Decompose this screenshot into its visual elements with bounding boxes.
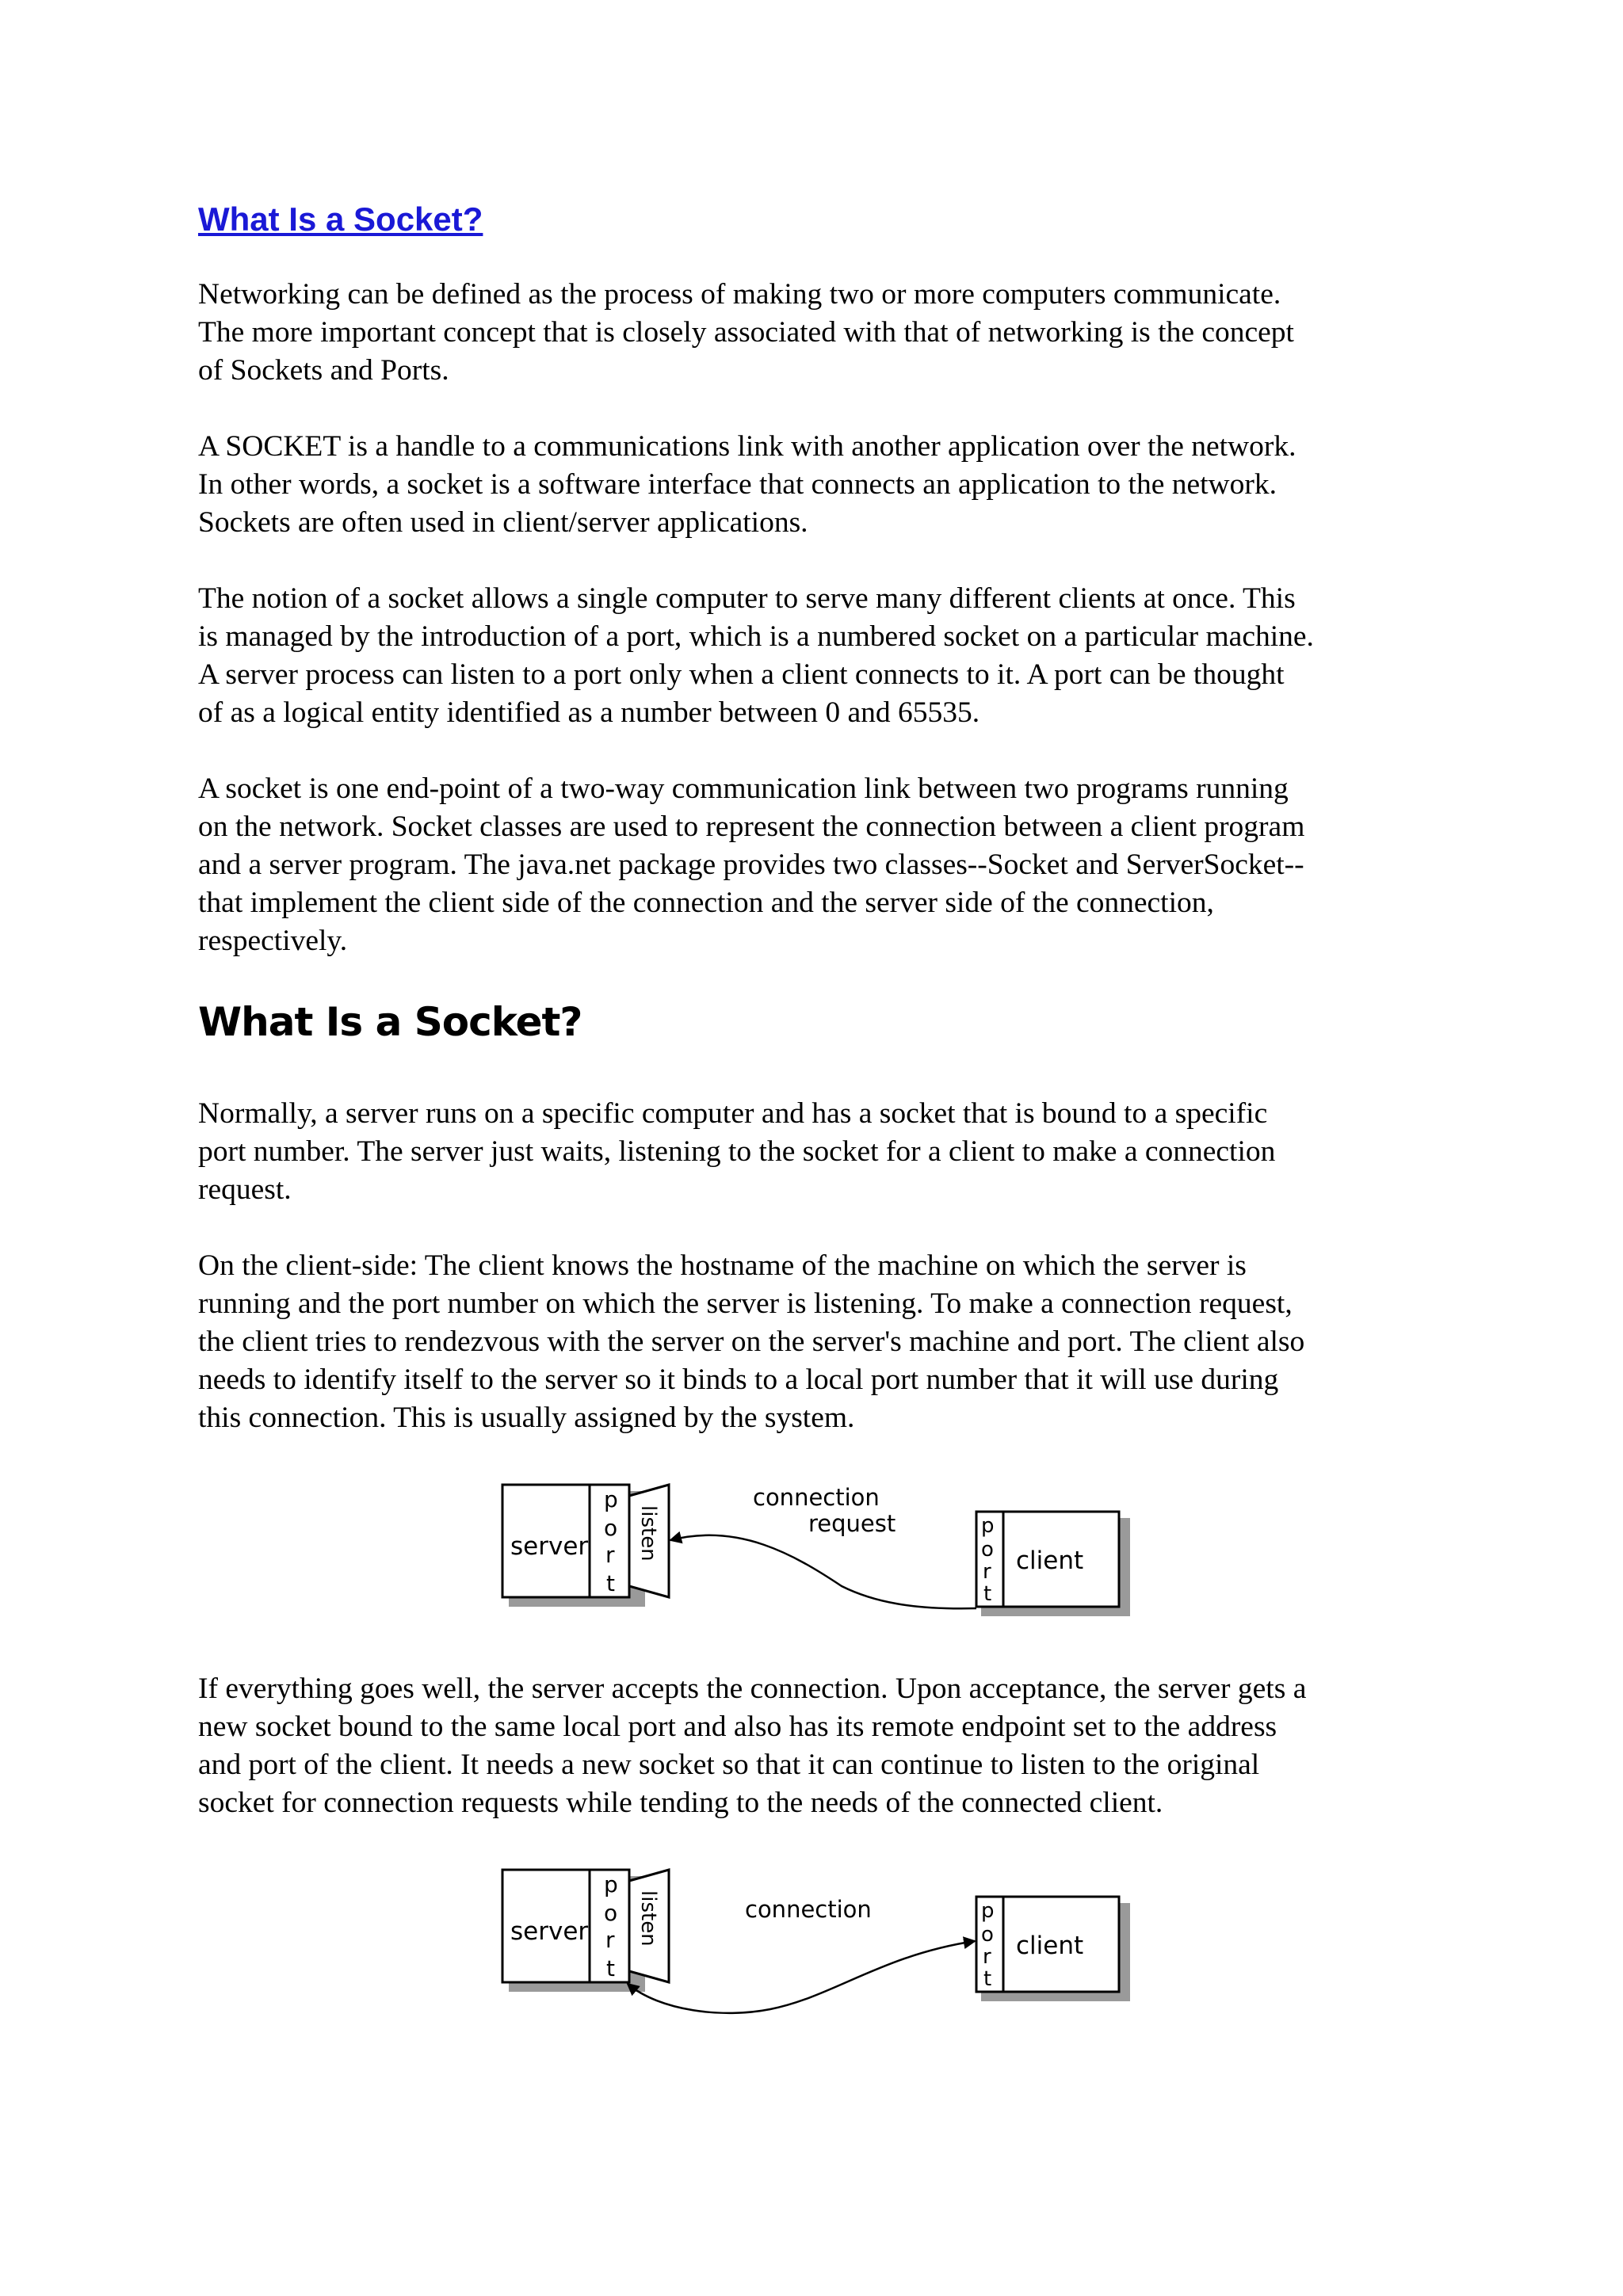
listen-label: listen xyxy=(636,1505,660,1562)
connection-curve xyxy=(628,1941,975,2013)
paragraph-networking: Networking can be defined as the process of making two or more computers communicate. The more important concept that is closely associated with that of networking is the concept of Sockets and Ports. xyxy=(198,278,1294,387)
server-label: server xyxy=(510,1532,589,1561)
paragraph-socket-definition: A SOCKET is a handle to a communications link with another application over the network. In other words, a socket is a software interface that connects an application to the network. Sockets are often used in client/server applications. xyxy=(198,430,1296,539)
port-letter: r xyxy=(605,1542,615,1568)
paragraph-port-notion: The notion of a socket allows a single computer to serve many different clients at once. This is managed by the introduction of a port, which is a numbered socket on a particular machine. A server process can listen to a port only when a client connects to it. A port can be thought of as a logical entity identified as a number between 0 and 65535. xyxy=(198,582,1314,729)
request-label: request xyxy=(808,1510,896,1537)
paragraph-client-side: On the client-side: The client knows the hostname of the machine on which the server is running and the port number on which the server is listening. To make a connection request, the client tries to rendezvous with the server on the server's machine and port. The client also needs to identify itself to the server so it binds to a local port number that it will use during this connection. This is usually assigned by the system. xyxy=(198,1249,1305,1434)
port-letter: p xyxy=(604,1486,618,1512)
port-letter: t xyxy=(983,1967,992,1991)
port-letter: r xyxy=(605,1927,615,1953)
port-letter: o xyxy=(981,1923,994,1947)
port-letter: t xyxy=(606,1955,615,1981)
port-letter: t xyxy=(983,1582,992,1606)
port-letter: o xyxy=(981,1538,994,1562)
section-heading: What Is a Socket? xyxy=(198,999,582,1045)
port-letter: p xyxy=(981,1514,995,1538)
connection-label: connection xyxy=(745,1896,872,1923)
port-letter: p xyxy=(604,1871,618,1897)
connection-label: connection xyxy=(753,1484,880,1511)
port-letter: o xyxy=(604,1515,618,1541)
port-letter: t xyxy=(606,1570,615,1596)
listen-label: listen xyxy=(636,1890,660,1947)
established-connection-diagram xyxy=(501,1860,1135,2031)
connection-request-curve xyxy=(670,1535,976,1609)
section-link-heading[interactable]: What Is a Socket? xyxy=(198,200,483,238)
connection-request-diagram xyxy=(501,1475,1135,1638)
port-letter: r xyxy=(983,1945,991,1969)
client-label: client xyxy=(1016,1932,1084,1960)
port-letter: r xyxy=(983,1560,991,1584)
server-label: server xyxy=(510,1917,589,1946)
port-letter: p xyxy=(981,1899,995,1923)
paragraph-server-runs: Normally, a server runs on a specific computer and has a socket that is bound to a specific port number. The server just waits, listening to the socket for a client to make a connection request. xyxy=(198,1097,1276,1206)
paragraph-accept-connection: If everything goes well, the server accepts the connection. Upon acceptance, the server gets a new socket bound to the same local port and also has its remote endpoint set to the address and port of the client. It needs a new socket so that it can continue to listen to the original socket for connection requests while tending to the needs of the connected client. xyxy=(198,1672,1307,1819)
port-letter: o xyxy=(604,1900,618,1926)
client-label: client xyxy=(1016,1547,1084,1575)
paragraph-endpoint: A socket is one end-point of a two-way communication link between two programs running on the network. Socket classes are used to represent the connection between a client program and a server program. The java.net package provides two classes--Socket and ServerSocket-- that implement the client side of the connection and the server side of the connection, respectively. xyxy=(198,772,1305,957)
